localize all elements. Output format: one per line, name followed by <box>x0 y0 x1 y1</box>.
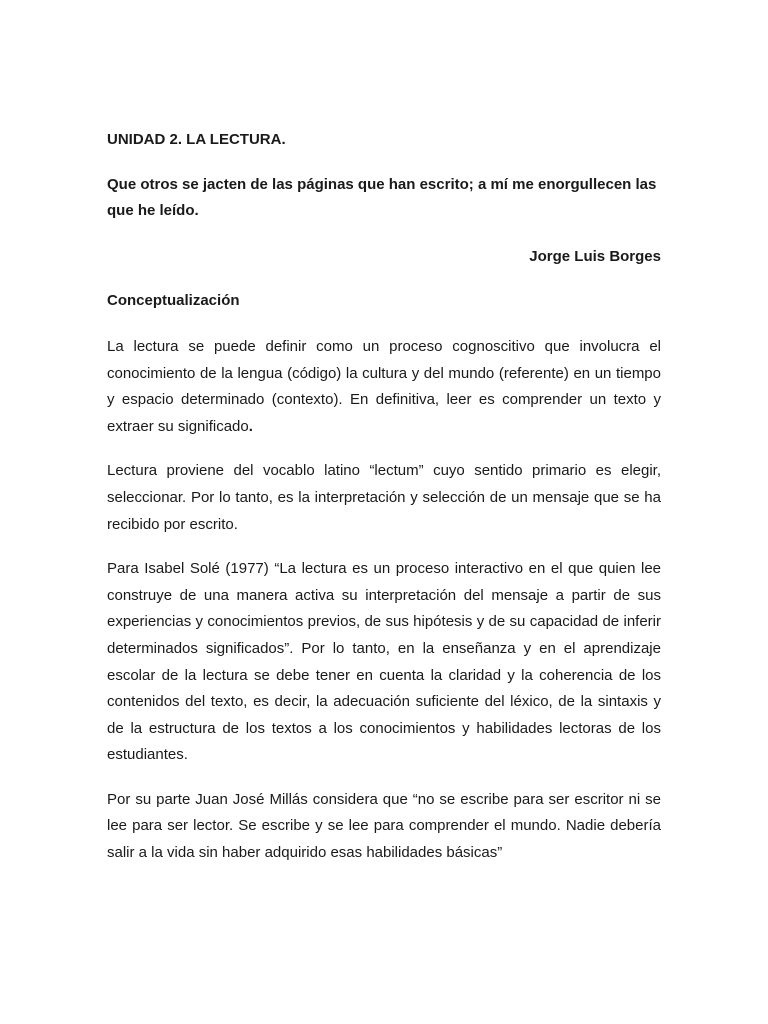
paragraph-final-period: . <box>248 417 253 435</box>
paragraph-millas: Por su parte Juan José Millás considera que “no se escribe para ser escritor ni se lee para ser lector. Se escribe y se lee para comprender el mundo. Nadie debería salir a la vida sin haber adquirido esas habilidades básicas” <box>107 790 661 862</box>
document-body <box>107 127 661 867</box>
epigraph-quote: Que otros se jacten de las páginas que han escrito; a mí me enorgullecen las que he leído. <box>107 175 657 220</box>
paragraph-etymology: Lectura proviene del vocablo latino “lectum” cuyo sentido primario es elegir, seleccionar. Por lo tanto, es la interpretación y selección de un mensaje que se ha recibido por escrito. <box>107 462 661 533</box>
paragraph-text: La lectura se puede definir como un proceso cognoscitivo que involucra el conocimiento de la lengua (código) la cultura y del mundo (referente) en un tiempo y espacio determinado (contexto). En definitiva, leer es comprender un texto y extraer su significado <box>107 337 661 435</box>
unit-title: UNIDAD 2. LA LECTURA. <box>107 131 286 148</box>
epigraph-author: Jorge Luis Borges <box>529 247 661 265</box>
section-heading: Conceptualización <box>107 292 240 310</box>
paragraph-isabel-sole: Para Isabel Solé (1977) “La lectura es un proceso interactivo en el que quien lee construye de una manera activa su interpretación del mensaje a partir de sus experiencias y conocimientos previos, de sus hipótesis y de su capacidad de inferir determinados significados”. Por lo tanto, en la enseñanza y en el aprendizaje escolar de la lectura se debe tener en cuenta la claridad y la coherencia de los contenidos del texto, es decir, la adecuación suficiente del léxico, de la sintaxis y de la estructura de los textos a los conocimientos y habilidades lectoras de los estudiantes. <box>107 560 661 764</box>
paragraph-definition <box>107 334 661 440</box>
